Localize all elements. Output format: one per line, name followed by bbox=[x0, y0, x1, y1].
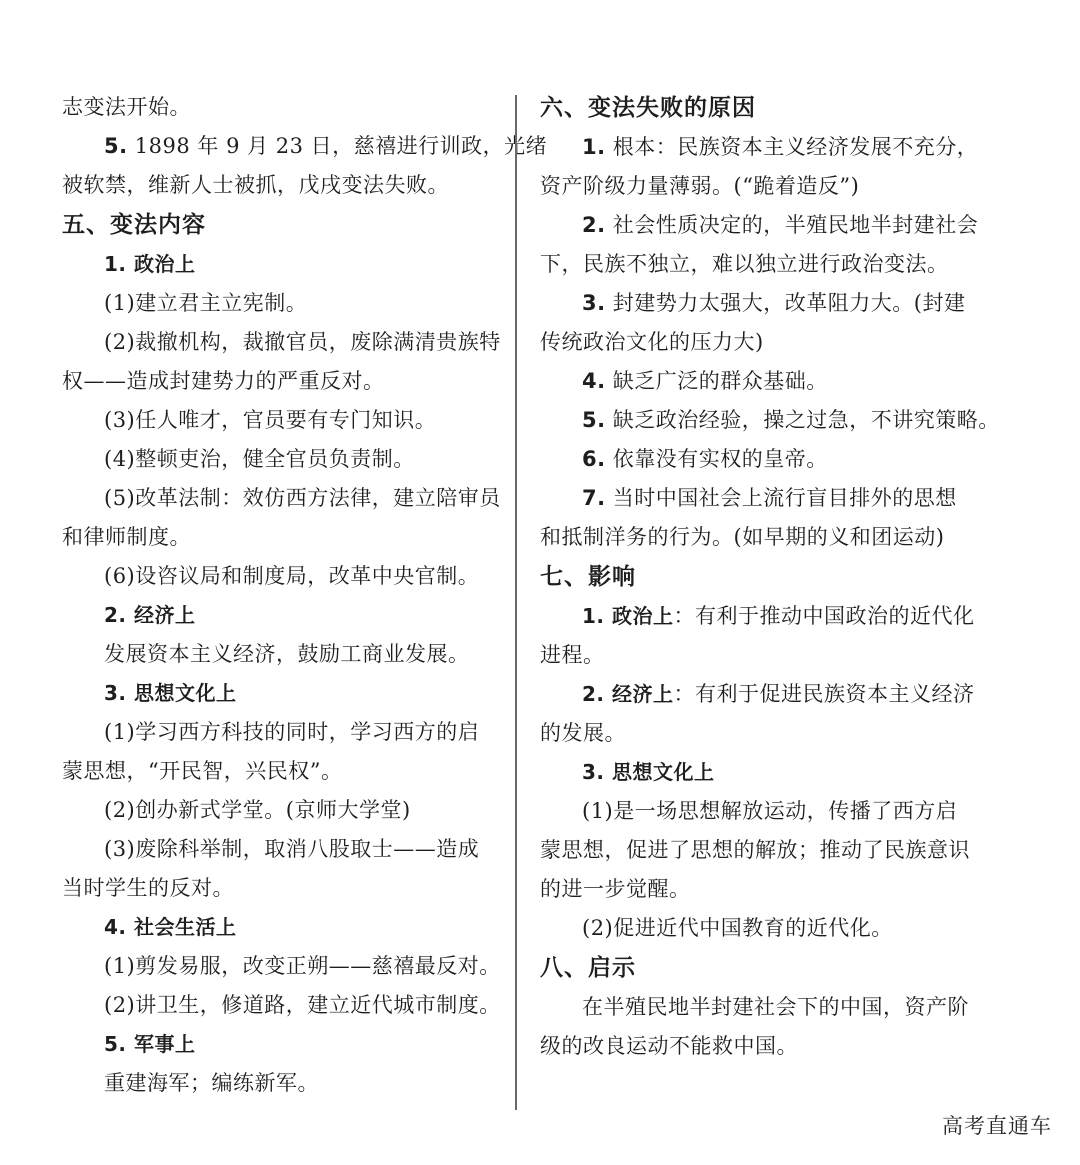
subheading-culture: 3. 思想文化上 bbox=[104, 681, 237, 705]
point-number: 5. bbox=[104, 134, 128, 158]
impact-text: ：有利于促进民族资本主义经济 bbox=[673, 682, 975, 706]
reason-6 bbox=[540, 440, 980, 479]
subheading-society: 4. 社会生活上 bbox=[104, 915, 237, 939]
point-number: 1. bbox=[582, 135, 606, 159]
text-line: 在半殖民地半封建社会下的中国，资产阶 bbox=[582, 995, 969, 1019]
text-line: 进程。 bbox=[540, 643, 605, 667]
point-text: 缺乏广泛的群众基础。 bbox=[605, 369, 828, 393]
point-text: 依靠没有实权的皇帝。 bbox=[605, 447, 828, 471]
section-heading-5: 五、变法内容 bbox=[62, 211, 206, 238]
text-line: (3)任人唯才，官员要有专门知识。 bbox=[104, 408, 437, 432]
text-line: 志变法开始。 bbox=[62, 95, 191, 119]
left-column bbox=[62, 88, 548, 1103]
reason-5 bbox=[540, 401, 1000, 440]
section-heading-8: 八、启示 bbox=[540, 954, 636, 981]
text-line: 级的改良运动不能救中国。 bbox=[540, 1034, 798, 1058]
text-line: 蒙思想，“开民智，兴民权”。 bbox=[62, 759, 343, 783]
point-text: 缺乏政治经验，操之过急，不讲究策略。 bbox=[605, 408, 1000, 432]
subheading-military: 5. 军事上 bbox=[104, 1032, 196, 1056]
text-line: 的发展。 bbox=[540, 721, 626, 745]
text-line: (2)讲卫生，修道路，建立近代城市制度。 bbox=[104, 993, 501, 1017]
point-number: 3. bbox=[582, 291, 606, 315]
right-column bbox=[540, 88, 1000, 1066]
text-line: (4)整顿吏治，健全官员负责制。 bbox=[104, 447, 415, 471]
text-line: (2)促进近代中国教育的近代化。 bbox=[582, 916, 893, 940]
reason-7-line-1 bbox=[540, 479, 980, 518]
point-number: 6. bbox=[582, 447, 606, 471]
point-text: 根本：民族资本主义经济发展不充分， bbox=[605, 135, 979, 159]
text-line: (2)裁撤机构，裁撤官员，废除满清贵族特 bbox=[104, 330, 501, 354]
text-line: 发展资本主义经济，鼓励工商业发展。 bbox=[104, 642, 470, 666]
point-number: 5. bbox=[582, 408, 606, 432]
text-line: 权——造成封建势力的严重反对。 bbox=[62, 369, 385, 393]
subheading-politics: 1. 政治上 bbox=[104, 252, 196, 276]
text-line: 的进一步觉醒。 bbox=[540, 877, 691, 901]
section-heading-6: 六、变法失败的原因 bbox=[540, 94, 756, 121]
text-line: (6)设咨议局和制度局，改革中央官制。 bbox=[104, 564, 480, 588]
point-text: 1898 年 9 月 23 日，慈禧进行训政，光绪 bbox=[127, 134, 548, 158]
impact-label: 1. 政治上 bbox=[582, 604, 674, 628]
watermark: 高考直通车 bbox=[942, 1114, 1052, 1138]
text-line: (5)改革法制：效仿西方法律，建立陪审员 bbox=[104, 486, 501, 510]
text-line: (3)废除科举制，取消八股取士——造成 bbox=[104, 837, 480, 861]
impact-2-line-1 bbox=[540, 675, 980, 714]
point-number: 4. bbox=[582, 369, 606, 393]
text-line: 重建海军；编练新军。 bbox=[104, 1071, 319, 1095]
reason-4 bbox=[540, 362, 980, 401]
reason-2-line-1 bbox=[540, 206, 980, 245]
point-text: 封建势力太强大，改革阻力大。(封建 bbox=[605, 291, 966, 315]
subheading-culture-impact: 3. 思想文化上 bbox=[582, 760, 715, 784]
column-divider bbox=[515, 95, 517, 1110]
text-line: 下，民族不独立，难以独立进行政治变法。 bbox=[540, 252, 949, 276]
text-line: 和律师制度。 bbox=[62, 525, 191, 549]
text-line: 和抵制洋务的行为。(如早期的义和团运动) bbox=[540, 525, 945, 549]
text-line: (2)创办新式学堂。(京师大学堂) bbox=[104, 798, 411, 822]
point-text: 社会性质决定的，半殖民地半封建社会 bbox=[605, 213, 979, 237]
impact-label: 2. 经济上 bbox=[582, 682, 674, 706]
subheading-economy: 2. 经济上 bbox=[104, 603, 196, 627]
section-heading-7: 七、影响 bbox=[540, 563, 636, 590]
text-line: 当时学生的反对。 bbox=[62, 876, 234, 900]
text-line: (1)剪发易服，改变正朔——慈禧最反对。 bbox=[104, 954, 501, 978]
point-5-line-1 bbox=[62, 127, 548, 166]
text-line: (1)建立君主立宪制。 bbox=[104, 291, 308, 315]
point-5-line-2: 被软禁，维新人士被抓，戊戌变法失败。 bbox=[62, 173, 449, 197]
text-line: 资产阶级力量薄弱。(“跪着造反”) bbox=[540, 174, 860, 198]
point-number: 2. bbox=[582, 213, 606, 237]
point-text: 当时中国社会上流行盲目排外的思想 bbox=[605, 486, 957, 510]
reason-3-line-1 bbox=[540, 284, 980, 323]
text-line: (1)学习西方科技的同时，学习西方的启 bbox=[104, 720, 480, 744]
text-line: 蒙思想，促进了思想的解放；推动了民族意识 bbox=[540, 838, 970, 862]
point-number: 7. bbox=[582, 486, 606, 510]
text-line: 传统政治文化的压力大) bbox=[540, 330, 764, 354]
impact-1-line-1 bbox=[540, 597, 980, 636]
reason-1-line-1 bbox=[540, 128, 980, 167]
impact-text: ：有利于推动中国政治的近代化 bbox=[673, 604, 975, 628]
text-line: (1)是一场思想解放运动，传播了西方启 bbox=[582, 799, 958, 823]
